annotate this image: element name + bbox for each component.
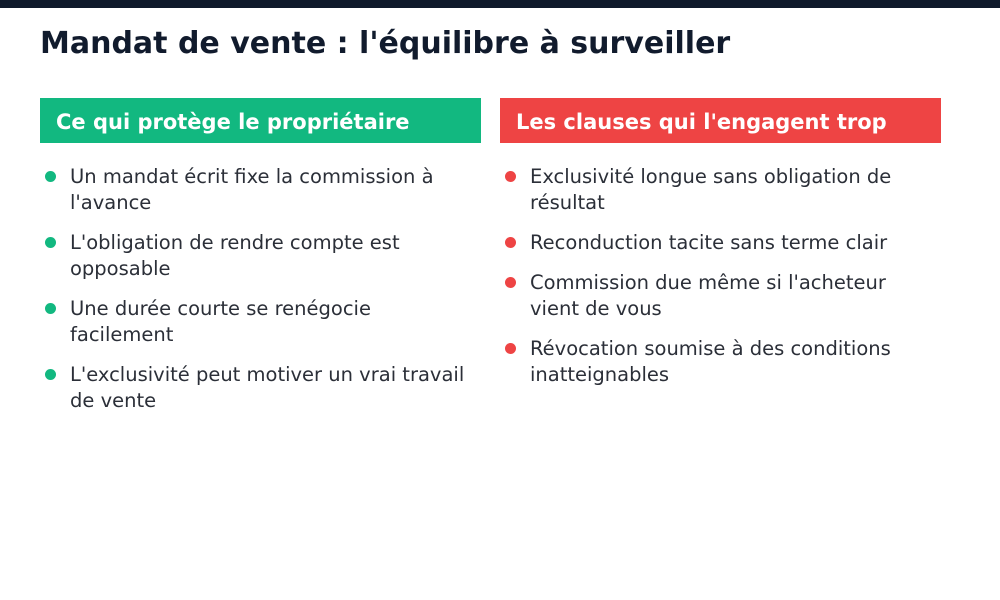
risky-clause-item bbox=[500, 164, 941, 216]
green-bullet-icon bbox=[45, 237, 56, 248]
risky-clauses-header: Les clauses qui l'engagent trop bbox=[500, 98, 941, 143]
risky-clause-item bbox=[500, 336, 941, 388]
green-bullet-icon bbox=[45, 171, 56, 182]
red-bullet-icon bbox=[505, 343, 516, 354]
protections-header: Ce qui protège le propriétaire bbox=[40, 98, 481, 143]
green-bullet-icon bbox=[45, 369, 56, 380]
risky-clause-item-text: Révocation soumise à des conditions inatteignables bbox=[530, 337, 891, 386]
protection-item-text: L'exclusivité peut motiver un vrai travail de vente bbox=[70, 363, 465, 412]
protection-item bbox=[40, 296, 481, 348]
protection-item bbox=[40, 230, 481, 282]
protection-item-text: L'obligation de rendre compte est opposable bbox=[70, 231, 400, 280]
top-bar bbox=[0, 0, 1000, 8]
protections-list bbox=[40, 164, 481, 414]
risky-clause-item-text: Commission due même si l'acheteur vient de vous bbox=[530, 271, 886, 320]
page-title: Mandat de vente : l'équilibre à surveiller bbox=[40, 26, 731, 61]
protection-item bbox=[40, 362, 481, 414]
risky-clause-item bbox=[500, 270, 941, 322]
protections-column bbox=[40, 98, 481, 428]
risky-clause-item bbox=[500, 230, 941, 256]
green-bullet-icon bbox=[45, 303, 56, 314]
protection-item bbox=[40, 164, 481, 216]
red-bullet-icon bbox=[505, 171, 516, 182]
risky-clauses-list bbox=[500, 164, 941, 388]
risky-clause-item-text: Exclusivité longue sans obligation de résultat bbox=[530, 165, 892, 214]
red-bullet-icon bbox=[505, 277, 516, 288]
risky-clauses-column bbox=[500, 98, 941, 402]
red-bullet-icon bbox=[505, 237, 516, 248]
protection-item-text: Un mandat écrit fixe la commission à l'avance bbox=[70, 165, 434, 214]
protection-item-text: Une durée courte se renégocie facilement bbox=[70, 297, 371, 346]
risky-clause-item-text: Reconduction tacite sans terme clair bbox=[530, 231, 888, 254]
